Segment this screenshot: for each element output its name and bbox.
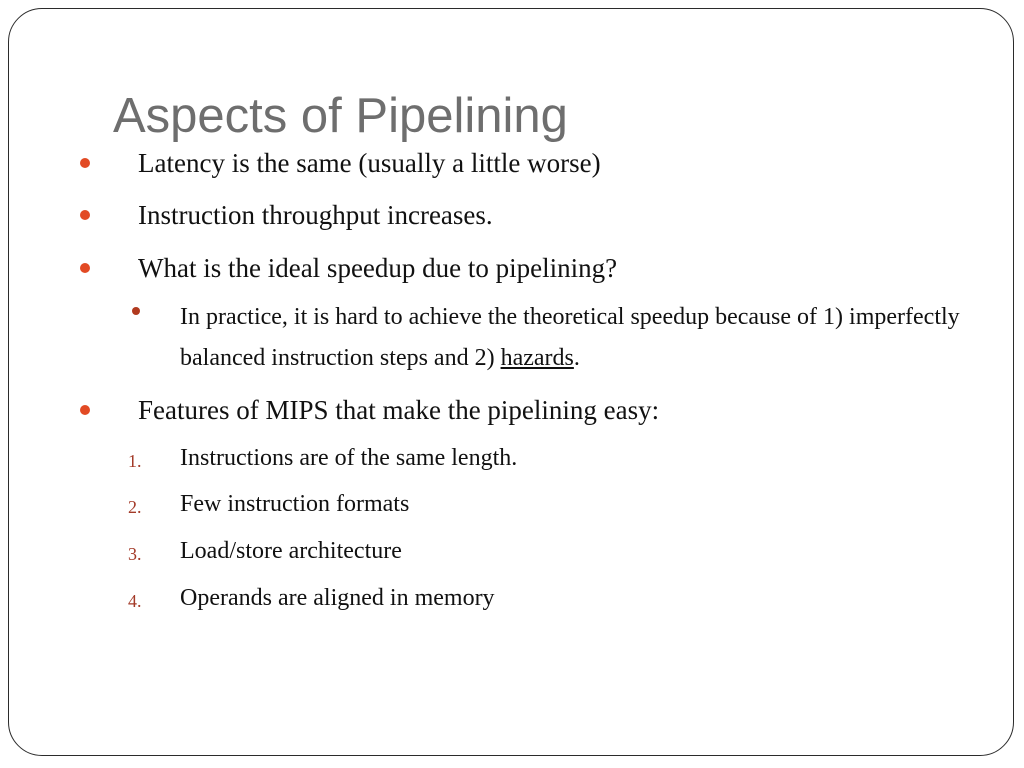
feature-item [128,488,410,520]
sub-bullet-text: In practice, it is hard to achieve the theoretical speedup because of 1) imperfectly balanced instruction steps and 2) [180,304,960,371]
feature-text: Load/store architecture [180,538,402,564]
sub-bullet-suffix: . [573,345,580,371]
feature-text: Operands are aligned in memory [180,585,495,611]
hazards-link[interactable]: hazards [500,345,574,371]
bullet-throughput [138,199,493,231]
bullet-text: Features of MIPS that make the pipelining easy: [138,395,660,425]
bullet-text: Instruction throughput increases. [138,200,493,230]
bullet-mips-features [138,394,659,426]
bullet-text: What is the ideal speedup due to pipelining? [138,253,618,283]
bullet-text: Latency is the same (usually a little worse) [138,148,601,178]
sub-bullet-dot-icon [132,307,140,315]
feature-item [128,582,495,614]
feature-text: Instructions are of the same length. [180,445,518,471]
feature-item [128,442,518,474]
feature-item [128,535,402,567]
feature-text: Few instruction formats [180,491,410,517]
feature-number: 3. [128,544,142,564]
bullet-dot-icon [80,158,90,168]
bullet-ideal-speedup [138,252,617,284]
bullet-dot-icon [80,263,90,273]
bullet-dot-icon [80,405,90,415]
bullet-latency [138,147,601,179]
slide-title: Aspects of Pipelining [113,89,568,143]
sub-bullet-practice [180,297,1000,379]
bullet-dot-icon [80,210,90,220]
feature-number: 1. [128,451,142,471]
feature-number: 2. [128,497,142,517]
feature-number: 4. [128,591,142,611]
